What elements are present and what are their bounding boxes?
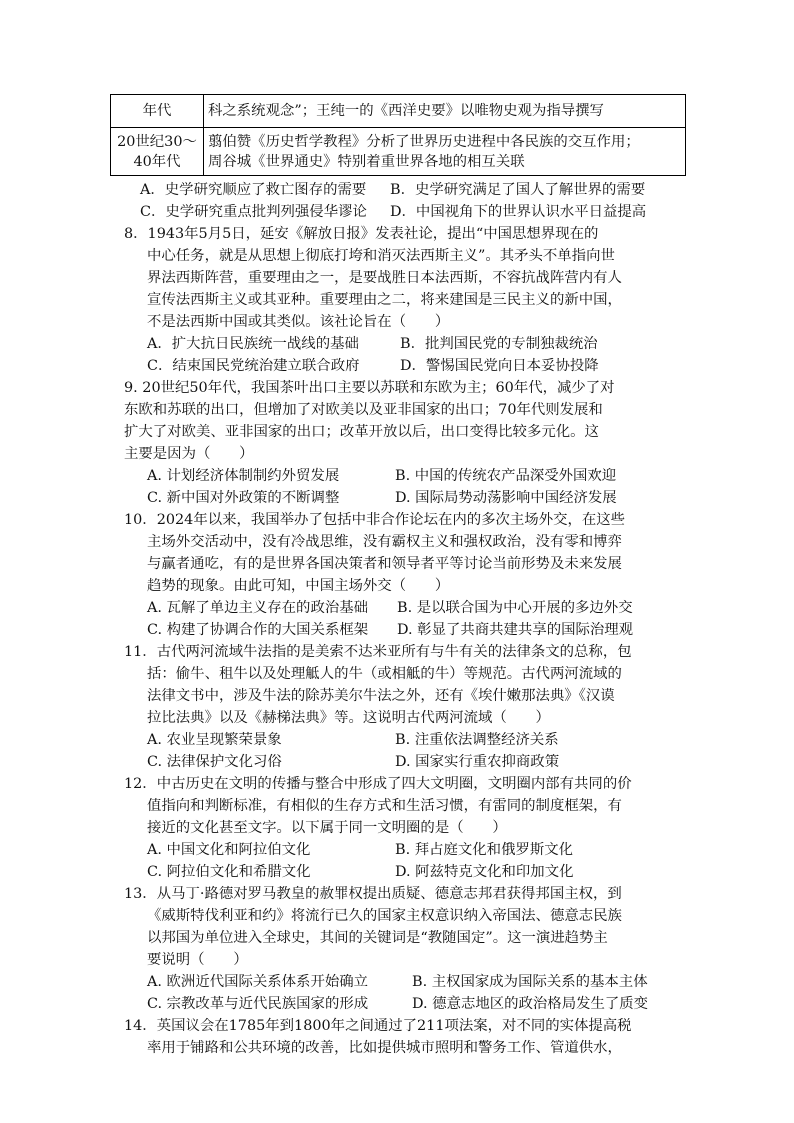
question-stem-line: 接近的文化甚至文字。以下属于同一文明圈的是（ ） (147, 820, 507, 836)
question-stem-line: 值指向和判断标准，有相似的生存方式和生活习惯，有雷同的制度框架，有 (147, 798, 622, 814)
option-b[interactable]: B. 中国的传统农产品深受外国欢迎 (395, 468, 617, 484)
table-cell-era: 20世纪30～ 40年代 (111, 128, 204, 176)
option-d[interactable]: D．中国视角下的世界认识水平日益提高 (390, 204, 647, 220)
option-a[interactable]: A. 农业呈现繁荣景象 (147, 732, 282, 748)
question-stem-line: 8．1943年5月5日，延安《解放日报》发表社论，提出“中国思想界现在的 (124, 226, 599, 242)
question-stem-line: 率用于铺路和公共环境的改善，比如提供城市照明和警务工作、管道供水， (147, 1040, 622, 1056)
question-stem-line: 不是法西斯中国或其类似。该社论旨在（ ） (147, 314, 450, 330)
option-c[interactable]: C. 构建了协调合作的大国关系框架 (147, 622, 369, 638)
question-stem-line: 法律文书中，涉及牛法的除苏美尔牛法之外，还有《埃什嫩那法典》《汉谟 (147, 688, 615, 704)
option-d[interactable]: D. 彰显了共商共建共享的国际治理观 (397, 622, 634, 638)
question-stem-line: 东欧和苏联的出口，但增加了对欧美以及亚非国家的出口；70年代则发展和 (124, 402, 603, 418)
question-stem-line: 11．古代两河流域牛法指的是美索不达米亚所有与牛有关的法律条文的总称，包 (124, 644, 632, 660)
option-a[interactable]: A．扩大抗日民族统一战线的基础 (147, 336, 359, 352)
option-a[interactable]: A. 计划经济体制制约外贸发展 (147, 468, 340, 484)
question-stem-line: 趋势的现象。由此可知，中国主场外交（ ） (147, 578, 450, 594)
question-stem-line: 《威斯特伐利亚和约》将流行已久的国家主权意识纳入帝国法、德意志民族 (147, 908, 622, 924)
option-c[interactable]: C. 宗教改革与近代民族国家的形成 (147, 996, 369, 1012)
option-a[interactable]: A．史学研究顺应了救亡图存的需要 (140, 182, 367, 198)
option-c[interactable]: C. 阿拉伯文化和希腊文化 (147, 864, 311, 880)
table-cell-content: 翦伯赞《历史哲学教程》分析了世界历史进程中各民族的交互作用； 周谷城《世界通史》特别着重世界各地的相互关联 (204, 128, 686, 176)
option-c[interactable]: C．结束国民党统治建立联合政府 (147, 358, 360, 374)
question-stem-line: 宣传法西斯主义或其亚种。重要理由之二，将来建国是三民主义的新中国， (147, 292, 622, 308)
question-stem-line: 扩大了对欧美、亚非国家的出口；改革开放以后，出口变得比较多元化。这 (124, 424, 599, 440)
question-stem-line: 要说明（ ） (147, 952, 248, 968)
historiography-table (110, 94, 686, 176)
option-b[interactable]: B. 拜占庭文化和俄罗斯文化 (395, 842, 574, 858)
option-c[interactable]: C. 新中国对外政策的不断调整 (147, 490, 340, 506)
option-c[interactable]: C．史学研究重点批判列强侵华谬论 (140, 204, 367, 220)
table-cell-era: 年代 (111, 95, 204, 128)
option-b[interactable]: B. 注重依法调整经济关系 (395, 732, 559, 748)
table-row (111, 128, 686, 176)
option-c[interactable]: C. 法律保护文化习俗 (147, 754, 282, 770)
question-stem-line: 9. 20世纪50年代，我国茶叶出口主要以苏联和东欧为主；60年代，减少了对 (124, 380, 615, 396)
option-a[interactable]: A. 瓦解了单边主义存在的政治基础 (147, 600, 369, 616)
question-stem-line: 与赢者通吃，有的是世界各国决策者和领导者平等讨论当前形势及未来发展 (147, 556, 622, 572)
option-b[interactable]: B. 主权国家成为国际关系的基本主体 (412, 974, 648, 990)
question-stem-line: 中心任务，就是从思想上彻底打垮和消灭法西斯主义”。其矛头不单指向世 (147, 248, 615, 264)
question-stem-line: 主场外交活动中，没有冷战思维，没有霸权主义和强权政治，没有零和博弈 (147, 534, 622, 550)
question-stem-line: 10．2024年以来，我国举办了包括中非合作论坛在内的多次主场外交，在这些 (124, 512, 626, 528)
option-b[interactable]: B. 是以联合国为中心开展的多边外交 (397, 600, 633, 616)
option-d[interactable]: D. 国家实行重农抑商政策 (395, 754, 560, 770)
question-stem-line: 括：偷牛、租牛以及处理觝人的牛（或相觝的牛）等规范。古代两河流域的 (147, 666, 622, 682)
question-stem-line: 13．从马丁·路德对罗马教皇的赦罪权提出质疑、德意志邦君获得邦国主权，到 (124, 886, 622, 902)
option-a[interactable]: A. 中国文化和阿拉伯文化 (147, 842, 311, 858)
question-stem-line: 以邦国为单位进入全球史，其间的关键词是“教随国定”。这一演进趋势主 (147, 930, 608, 946)
table-row (111, 95, 686, 128)
option-d[interactable]: D．警惕国民党向日本妥协投降 (400, 358, 599, 374)
question-stem-line: 12．中古历史在文明的传播与整合中形成了四大文明圈，文明圈内部有共同的价 (124, 776, 632, 792)
question-stem-line: 主要是因为（ ） (124, 446, 254, 462)
question-stem-line: 拉比法典》以及《赫梯法典》等。这说明古代两河流域（ ） (147, 710, 550, 726)
table-cell-content: 科之系统观念”；王纯一的《西洋史要》以唯物史观为指导撰写 (204, 95, 686, 128)
option-d[interactable]: D. 国际局势动荡影响中国经济发展 (395, 490, 617, 506)
option-b[interactable]: B．批判国民党的专制独裁统治 (400, 336, 598, 352)
option-d[interactable]: D. 德意志地区的政治格局发生了质变 (412, 996, 649, 1012)
option-d[interactable]: D. 阿兹特克文化和印加文化 (395, 864, 574, 880)
question-stem-line: 14．英国议会在1785年到1800年之间通过了211项法案，对不同的实体提高税 (124, 1018, 632, 1034)
option-b[interactable]: B．史学研究满足了国人了解世界的需要 (390, 182, 646, 198)
question-stem-line: 界法西斯阵营，重要理由之一，是要战胜日本法西斯，不容抗战阵营内有人 (147, 270, 622, 286)
option-a[interactable]: A. 欧洲近代国际关系体系开始确立 (147, 974, 369, 990)
